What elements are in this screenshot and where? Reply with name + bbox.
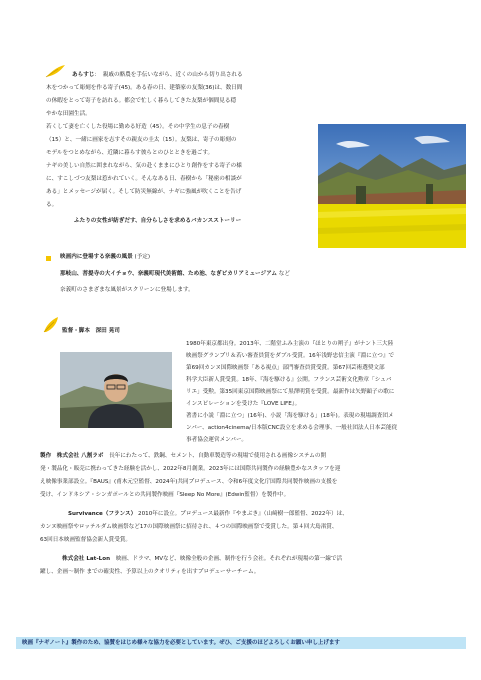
production-line: 発・製品化・販売に携わってきた経験を活かし、2022年8月創業。2023年には国際共同製作の経験豊かなスタッフを迎 (40, 466, 341, 472)
synopsis-line: る。 (46, 202, 58, 208)
synopsis-tagline: ふたりの女性が紡ぎだす、自分らしさを求めるバカンスストーリー (74, 218, 242, 224)
footer-banner (16, 637, 466, 649)
scenery-places-suffix: など (278, 271, 290, 277)
synopsis-line: 若くして妻を亡くした役場に勤める好造（45）。その中学生の息子の春樹 (46, 124, 230, 130)
director-bio-line: 1980年東京都出身。2013年、二階堂ふみ主演の『ほとりの朔子』がナント三大陸 (186, 341, 394, 347)
synopsis-line: やかな田園生活。 (46, 111, 91, 117)
scenery-places-row (60, 270, 290, 279)
synopsis-line: に、すこしづつ友梨は惹かれていく。そんなある日、春樹から「秘密の相談が (46, 176, 242, 182)
director-bio-line: 事者協会運営メンバー。 (186, 437, 247, 443)
production-line: 躍し、企画〜制作 までの確実性、予算以上のクオリティを出すプロデューサーチーム。 (40, 569, 260, 575)
production-line: 受け、インドネシア・シンガポールとの共同製作映画『Sleep No More』(Edwin監督）を製作中。 (40, 492, 290, 498)
landscape-photo (318, 124, 466, 248)
director-bio-line: インスピレーションを受けた『LOVE LIFE』。 (186, 401, 301, 407)
director-bio-line: 第69回カンヌ国際映画祭「ある視点」部門審査員賞受賞。第67回芸術選奨文部 (186, 365, 385, 371)
director-bio-line: ンバー、action4cinema/日本版CNC設立を求める会理事、一般社団法人日本芸能従 (186, 425, 398, 431)
director-bio-line: リエ」受勲。第35回東京国際映画祭にて黒澤明賞を受賞。最新作は矢野顕子の歌に (186, 389, 395, 395)
scenery-heading-note: (予定) (134, 254, 151, 260)
director-photo (60, 352, 172, 428)
scenery-places: 那岐山、菩提寺の大イチョウ、奈義町現代美術館、ため池、なぎビカリアミュージアム (60, 271, 277, 277)
production-line: 2010年に設立。プロデュース最新作『やまぶき』（山﨑樹一郎監督、2022年）は、 (138, 511, 348, 517)
scenery-heading-row (60, 253, 150, 262)
production-line: え映像事業部設立。『BAUS』(甫木元空監督、2024年)共同プロデュース、令和6年度文化庁国際共同製作映画の支援を (40, 479, 338, 485)
production-line: 映画、ドラマ、MVなど、映像全般の企画、制作を行う会社。それぞれが現場の第一線で活 (110, 556, 343, 562)
production-latlon-label: 株式会社 Lat-Lon (62, 556, 111, 562)
synopsis-line: ： 親戚の酪農を手伝いながら、近くの山から切り出される (94, 72, 243, 78)
director-bio-line: 科学大臣新人賞受賞。18年、『海を駆ける』公開。フランス芸術文化勲章「シュバ (186, 377, 392, 383)
production-line: 63回日本映画監督協会新人賞受賞。 (40, 537, 132, 543)
production-line: 長年にわたって、鉄鋼、セメント、自動車製造等の現場で使用される画像システムの開 (103, 453, 327, 459)
feather-icon (42, 316, 60, 334)
synopsis-first-line (72, 71, 243, 80)
production-survivance-label: Survivance（フランス） (68, 511, 137, 517)
synopsis-line: 木をつかって彫刻を作る寄子(45)。ある春の日、建築家の友梨(36)は、数日間 (46, 85, 243, 91)
production-hachiwari-label: 製作 株式会社 八割ラボ (40, 453, 104, 459)
production-line: カンヌ映画祭やロッテルダム映画祭など17の国際映画祭に招待され、４つの国際映画祭で受賞した。第４回大島渚賞、 (40, 524, 338, 530)
director-bio-line: 著書に小説「淵に立つ」(16年)、小説「海を駆ける」(18年)。表現の現場調査団メ (186, 413, 394, 419)
director-heading: 監督・脚本 深田 晃司 (62, 328, 120, 334)
footer-text: 映画『ナギノート』製作のため、協賛をはじめ様々な協力を必要としています。ぜひ、ご支援のほどよろしくお願い申し上げます (22, 640, 340, 646)
synopsis-line: ある」とメッセージが届く。そして防災無線が、ナギに強風が吹くことを告げ (46, 189, 242, 195)
synopsis-line: モデルをつとめながら、近隣に暮らす彼らとのひとときを過ごす。 (46, 150, 214, 156)
production-hachiwari-first (40, 452, 326, 461)
production-latlon-first (62, 555, 342, 564)
scenery-note: 奈義町のさまざまな風景がスクリーンに登場します。 (60, 287, 194, 293)
synopsis-line: の休暇をとって寄子を訪れる。都会で忙しく暮らしてきた友梨が個間見る穏 (46, 98, 237, 104)
synopsis-heading: あらすじ (72, 72, 95, 78)
production-survivance-first (68, 510, 348, 519)
synopsis-line: （15）と、一緒に画家を志すその親友の圭太（15）。友梨は、寄子の彫刻の (46, 137, 237, 143)
feather-icon (44, 64, 66, 78)
synopsis-line: ナギの美しい自然に囲まれながら、気の赴くままにひとり創作をする寄子の様 (46, 163, 242, 169)
scenery-heading: 映画内に登場する奈義の風景 (60, 254, 133, 260)
director-bio-line: 映画祭グランプリ＆若い審査員賞をダブル受賞。16年浅野忠信主演『淵に立つ』で (186, 353, 395, 359)
bullet-square-icon (46, 256, 51, 261)
